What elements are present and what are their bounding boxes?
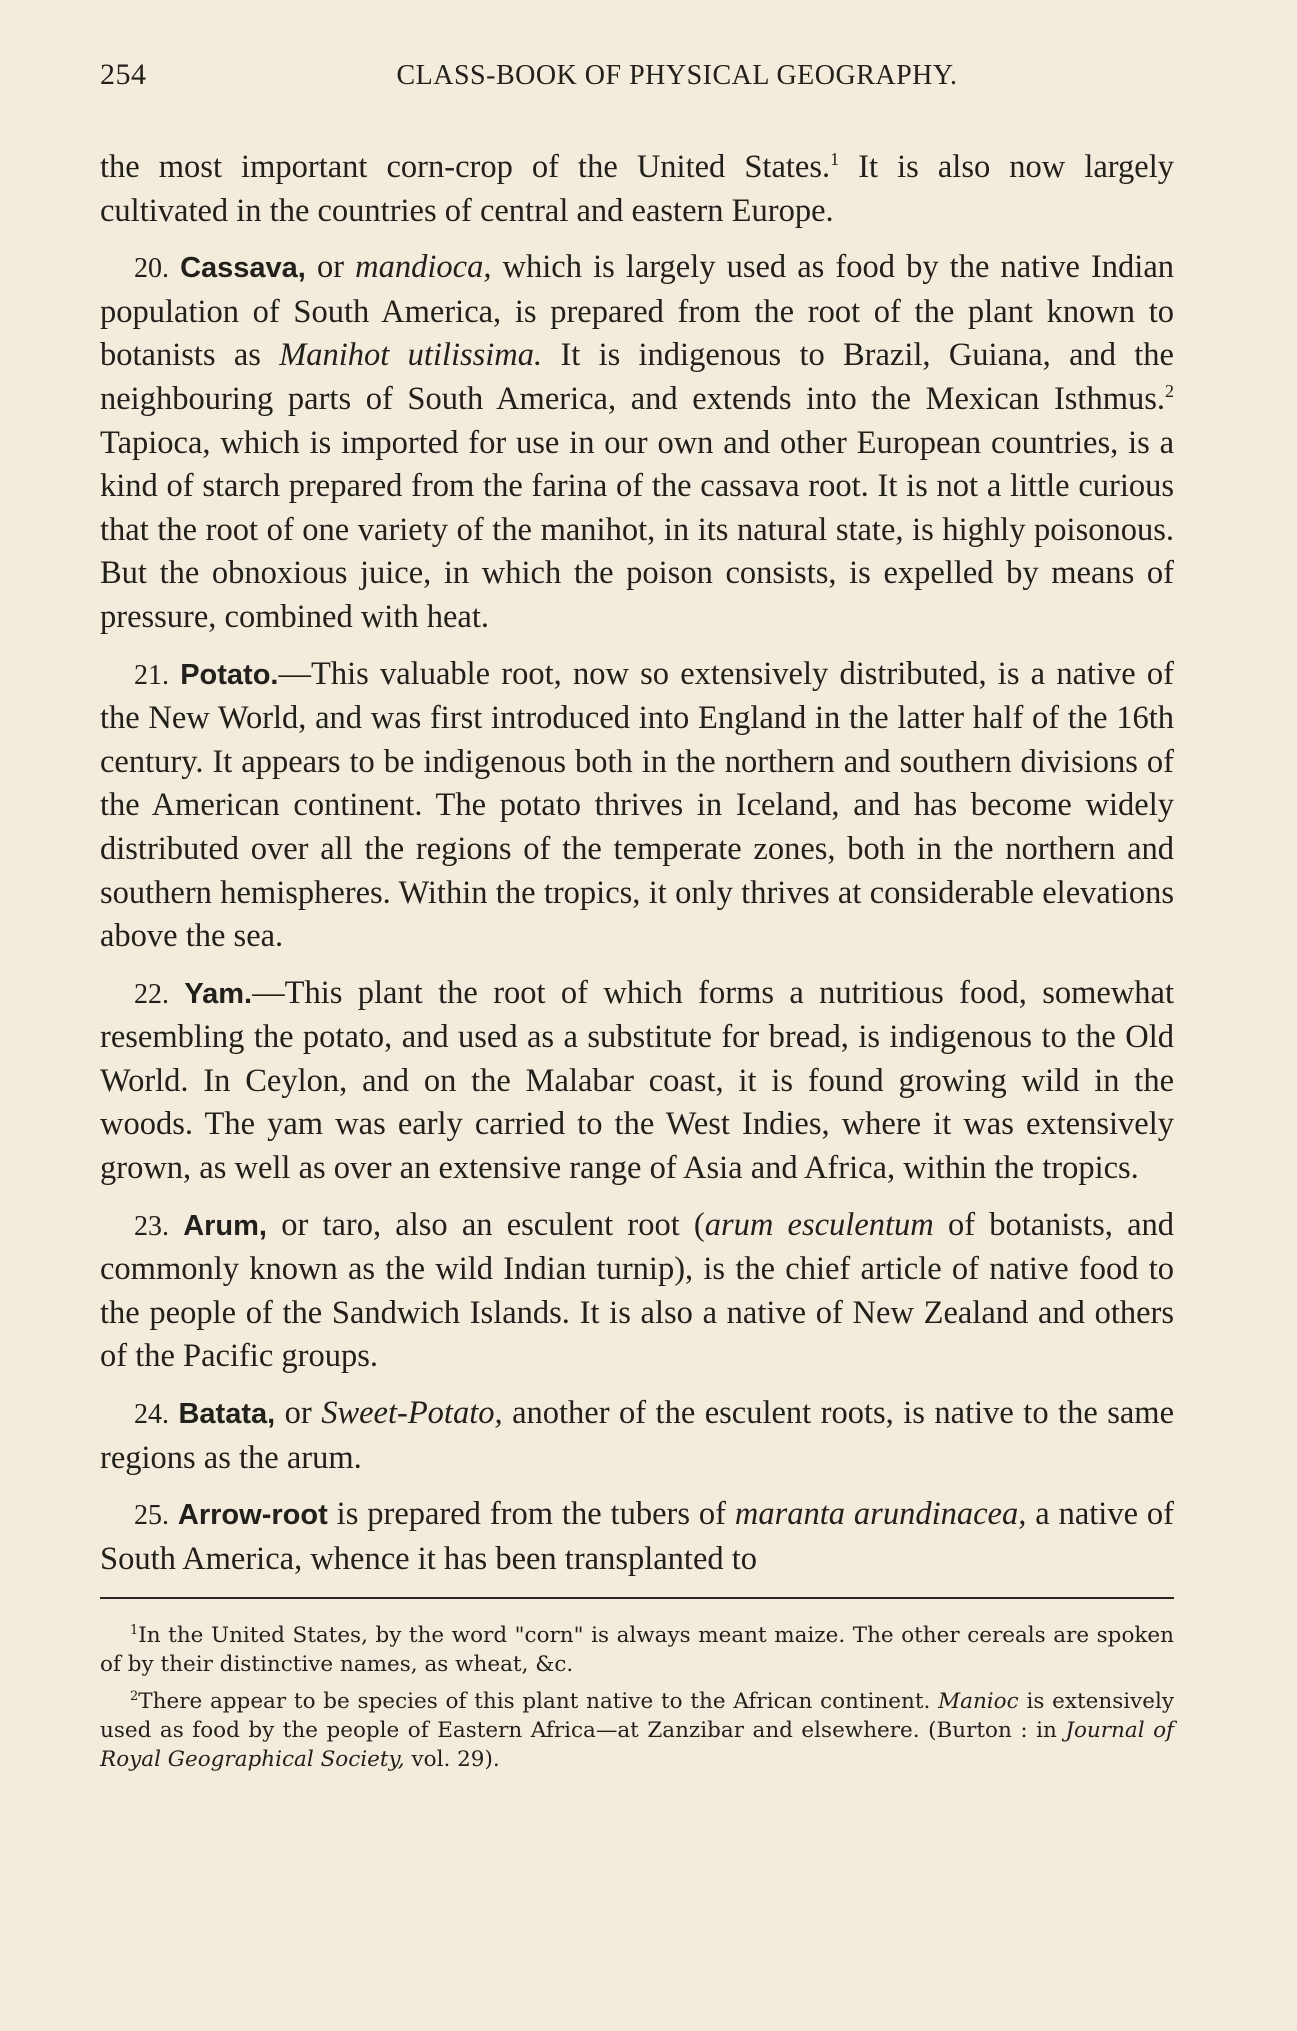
footnotes bbox=[100, 1621, 1174, 1774]
footnote-divider bbox=[100, 1597, 1174, 1599]
section-number: 25. bbox=[134, 1500, 169, 1532]
footnote-text: In the United States, by the word "corn" is always meant maize. The other cereals are spoken of by their distinctive names, as wheat, &c. bbox=[100, 1623, 1174, 1678]
paragraph-text: It is also now largely cultivated in the countries of central and eastern Europe. bbox=[100, 149, 1174, 229]
footnote-1 bbox=[100, 1621, 1174, 1679]
section-keyword: Batata, bbox=[178, 1398, 276, 1431]
running-title: CLASS-BOOK OF PHYSICAL GEOGRAPHY. bbox=[396, 60, 958, 91]
section-number: 22. bbox=[134, 978, 169, 1010]
italic-term: Sweet-Potato, bbox=[321, 1395, 503, 1432]
section-number: 24. bbox=[134, 1399, 169, 1431]
page-number: 254 bbox=[100, 58, 147, 91]
footnote-text: is extensively used as food by the people of Eastern Africa—at Zanzibar and elsewhere. (Burton : in bbox=[100, 1689, 1174, 1744]
paragraph-batata bbox=[100, 1392, 1174, 1480]
section-number: 21. bbox=[134, 659, 169, 691]
footnote-text: vol. 29). bbox=[404, 1747, 500, 1773]
paragraph-arrowroot bbox=[100, 1493, 1174, 1581]
footnote-mark: 2 bbox=[130, 1689, 139, 1705]
paragraph-text: the most important corn-crop of the United States. bbox=[100, 149, 831, 185]
body-text bbox=[100, 146, 1174, 1581]
paragraph-cassava bbox=[100, 246, 1174, 639]
paragraph-yam bbox=[100, 972, 1174, 1191]
paragraph-text: another of the esculent roots, is native to the same regions as the arum. bbox=[100, 1395, 1175, 1476]
section-keyword: Arrow-root bbox=[177, 1499, 328, 1532]
footnote-2 bbox=[100, 1687, 1174, 1774]
book-page bbox=[100, 58, 1174, 1782]
paragraph-text: It is indigenous to Brazil, Guiana, and the neighbouring parts of South America, and extends into the Mexican Isthmus. bbox=[100, 337, 1174, 417]
paragraph-text: or bbox=[275, 1395, 322, 1432]
page-header bbox=[100, 58, 1174, 98]
footnote-text: There appear to be species of this plant native to the African continent. bbox=[138, 1689, 939, 1715]
paragraph-text: a native of South America, whence it has been transplanted to bbox=[100, 1496, 1174, 1577]
paragraph-text: —This plant the root of which forms a nutritious food, somewhat resembling the potato, and used as a substitute for bread, is indigenous to the Old World. In Ceylon, and on the Malabar coast, it is found growing wild in the woods. The yam was early carried to the West Indies, where it was extensively grown, as well as over an extensive range of Asia and Africa, within the tropics. bbox=[100, 974, 1175, 1187]
italic-term: maranta arundinacea, bbox=[734, 1496, 1027, 1533]
italic-term: Journal of Royal Geographical Society, bbox=[100, 1718, 1174, 1773]
section-keyword: Cassava, bbox=[180, 252, 306, 285]
paragraph-text: or taro, also an esculent root ( bbox=[267, 1206, 705, 1243]
paragraph-text: is prepared from the tubers of bbox=[327, 1496, 735, 1533]
italic-term: Manihot utilissima. bbox=[279, 337, 543, 374]
paragraph-text: of botanists, and commonly known as the wild Indian turnip), is the chief article of native food to the people of the Sandwich Islands. It is also a native of New Zealand and others of the Pacific groups. bbox=[100, 1206, 1174, 1375]
paragraph-text: which is largely used as food by the native Indian population of South America, is prepared from the root of the plant known to botanists as bbox=[100, 249, 1174, 374]
paragraph-text: Tapioca, which is imported for use in our own and other European countries, is a kind of starch prepared from the farina of the cassava root. It is not a little curious that the root of one variety of the manihot, in its natural state, is highly poisonous. But the obnoxious juice, in which the poison consists, is expelled by means of pressure, combined with heat. bbox=[100, 424, 1174, 635]
section-keyword: Potato. bbox=[180, 658, 279, 691]
italic-term: arum esculentum bbox=[704, 1206, 934, 1243]
section-number: 20. bbox=[134, 253, 169, 285]
paragraph-potato bbox=[100, 653, 1174, 959]
paragraph-arum bbox=[100, 1204, 1174, 1379]
italic-term: Manioc bbox=[938, 1689, 1019, 1715]
paragraph-text: or bbox=[305, 249, 356, 286]
paragraph-text: —This valuable root, now so extensively distributed, is a native of the New World, and was first introduced into England in the latter half of the 16th century. It appears to be indigenous both in the northern and southern divisions of the American continent. The potato thrives in Iceland, and has become widely distributed over all the regions of the temperate zones, both in the northern and southern hemispheres. Within the tropics, it only thrives at considerable elevations above the sea. bbox=[100, 655, 1175, 955]
italic-term: mandioca, bbox=[355, 249, 492, 286]
footnote-mark: 1 bbox=[130, 1623, 139, 1639]
section-keyword: Yam. bbox=[184, 977, 253, 1010]
footnote-ref: 1 bbox=[830, 149, 840, 170]
section-number: 23. bbox=[134, 1210, 169, 1242]
section-keyword: Arum, bbox=[183, 1209, 267, 1242]
footnote-ref: 2 bbox=[1165, 381, 1174, 402]
paragraph-continued bbox=[100, 146, 1174, 233]
